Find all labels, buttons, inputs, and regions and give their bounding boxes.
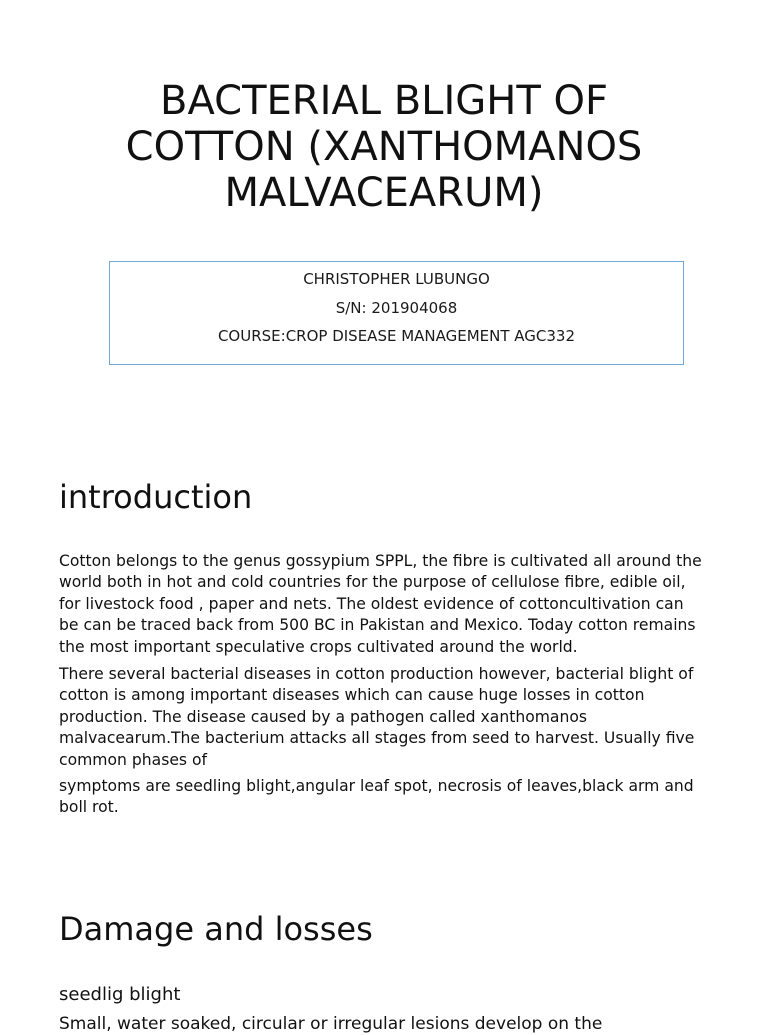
text-line: boll rot. <box>59 798 119 817</box>
introduction-paragraph-3 <box>59 776 719 819</box>
introduction-paragraph-1 <box>59 551 719 658</box>
text-line: production. The disease caused by a pathogen called xanthomanos <box>59 707 588 726</box>
text-line: symptoms are seedling blight,angular leaf spot, necrosis of leaves,black arm and <box>59 777 694 795</box>
text-line: the most important speculative crops cultivated around the world. <box>59 637 578 656</box>
author-info-box <box>109 261 684 365</box>
author-name: CHRISTOPHER LUBUNGO <box>303 270 490 288</box>
course-name: COURSE:CROP DISEASE MANAGEMENT AGC332 <box>217 327 576 345</box>
seedling-blight-text: Small, water soaked, circular or irregular lesions develop on the <box>59 1014 603 1034</box>
seedling-blight-subheading: seedlig blight <box>59 984 181 1005</box>
text-line: be can be traced back from 500 BC in Pakistan and Mexico. Today cotton remains <box>59 616 696 635</box>
damage-losses-heading: Damage and losses <box>59 910 373 948</box>
text-line: for livestock food , paper and nets. The oldest evidence of cottoncultivation can <box>59 594 684 613</box>
text-line: world both in hot and cold countries for the purpose of cellulose fibre, edible oil, <box>59 573 686 592</box>
title-line-2: COTTON (XANTHOMANOS <box>125 124 643 170</box>
introduction-heading: introduction <box>59 478 253 516</box>
introduction-paragraph-2 <box>59 664 719 771</box>
text-line: cotton is among important diseases which can cause huge losses in cotton <box>59 686 645 705</box>
title-line-3: MALVACEARUM) <box>224 170 544 216</box>
text-line: There several bacterial diseases in cotton production however, bacterial blight of <box>59 665 694 683</box>
title-line-1: BACTERIAL BLIGHT OF <box>160 78 608 124</box>
student-number: S/N: 201904068 <box>335 298 458 317</box>
document-title <box>60 78 708 216</box>
text-line: Cotton belongs to the genus gossypium SPPL, the fibre is cultivated all around the <box>59 552 702 570</box>
text-line: malvacearum.The bacterium attacks all stages from seed to harvest. Usually five <box>59 729 695 748</box>
text-line: common phases of <box>59 750 208 769</box>
